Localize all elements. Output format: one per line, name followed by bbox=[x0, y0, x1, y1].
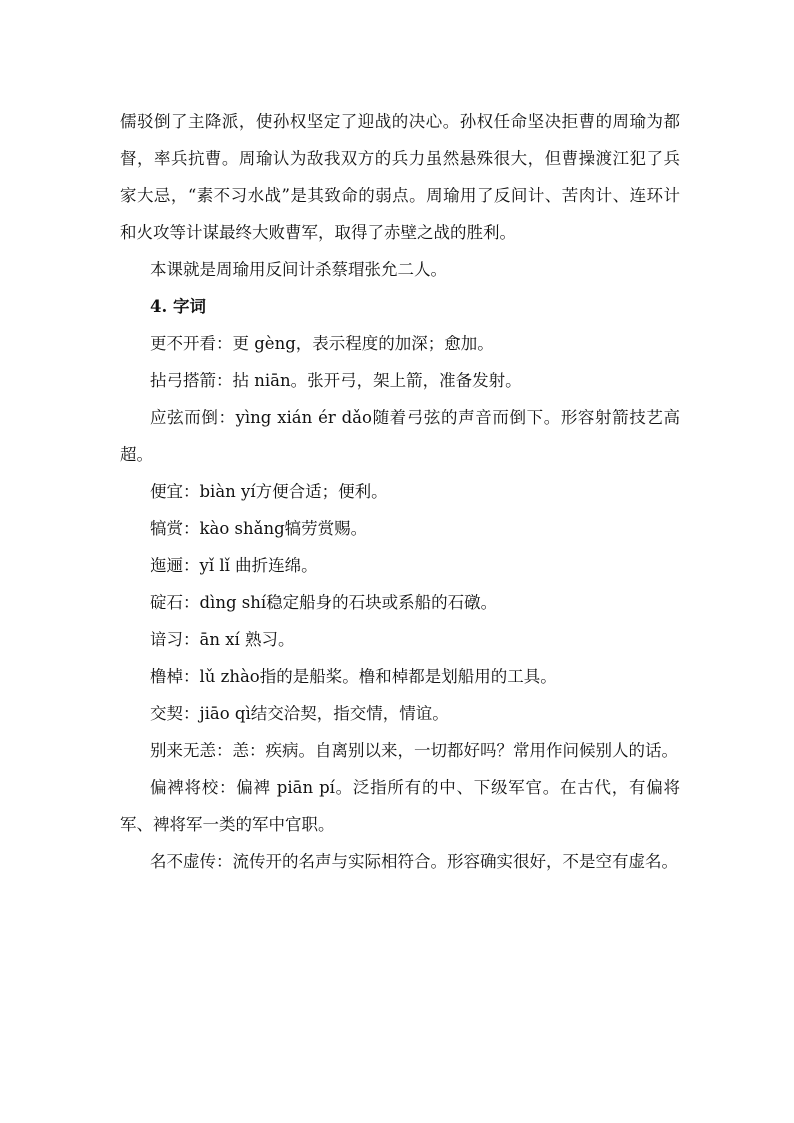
vocab-entry-6: 迤逦：yǐ lǐ 曲折连绵。 bbox=[150, 556, 318, 575]
vocab-entry-2: 拈弓搭箭：拈 niān。张开弓，架上箭，准备发射。 bbox=[150, 371, 522, 390]
vocab-entry-8: 谙习：ān xí 熟习。 bbox=[150, 630, 295, 649]
vocab-entry-4: 便宜：biàn yí方便合适；便利。 bbox=[150, 482, 388, 501]
vocab-entry-7: 碇石：dìng shí稳定船身的石块或系船的石礅。 bbox=[150, 593, 498, 612]
vocab-entry-11: 别来无恙：恙：疾病。自离别以来，一切都好吗？常用作问候别人的话。 bbox=[150, 741, 678, 760]
vocab-entry-1: 更不开看：更 gèng，表示程度的加深；愈加。 bbox=[150, 334, 494, 353]
lesson-summary: 本课就是周瑜用反间计杀蔡瑁张允二人。 bbox=[150, 260, 447, 279]
vocab-entry-3: 应弦而倒：yìng xián ér dǎo随着弓弦的声音而倒下。形容射箭技艺高超。 bbox=[120, 408, 680, 464]
vocab-entry-12: 偏裨将校：偏裨 piān pí。泛指所有的中、下级军官。在古代，有偏将军、裨将军一类的军中官职。 bbox=[120, 778, 680, 834]
vocab-entry-10: 交契：jiāo qì结交洽契，指交情，情谊。 bbox=[150, 704, 449, 723]
vocab-entry-9: 橹棹：lǔ zhào指的是船桨。橹和棹都是划船用的工具。 bbox=[150, 667, 557, 686]
vocab-entry-5: 犒赏：kào shǎng犒劳赏赐。 bbox=[150, 519, 368, 538]
intro-paragraph: 儒驳倒了主降派，使孙权坚定了迎战的决心。孙权任命坚决拒曹的周瑜为都督，率兵抗曹。周瑜认为敌我双方的兵力虽然悬殊很大，但曹操渡江犯了兵家大忌，“素不习水战”是其致命的弱点。周瑜用了反间计、苦肉计、连环计和火攻等计谋最终大败曹军，取得了赤壁之战的胜利。 bbox=[120, 112, 680, 242]
section-heading: 4. 字词 bbox=[150, 297, 206, 316]
document-body bbox=[120, 103, 680, 880]
vocab-entry-13: 名不虚传：流传开的名声与实际相符合。形容确实很好，不是空有虚名。 bbox=[150, 852, 678, 871]
